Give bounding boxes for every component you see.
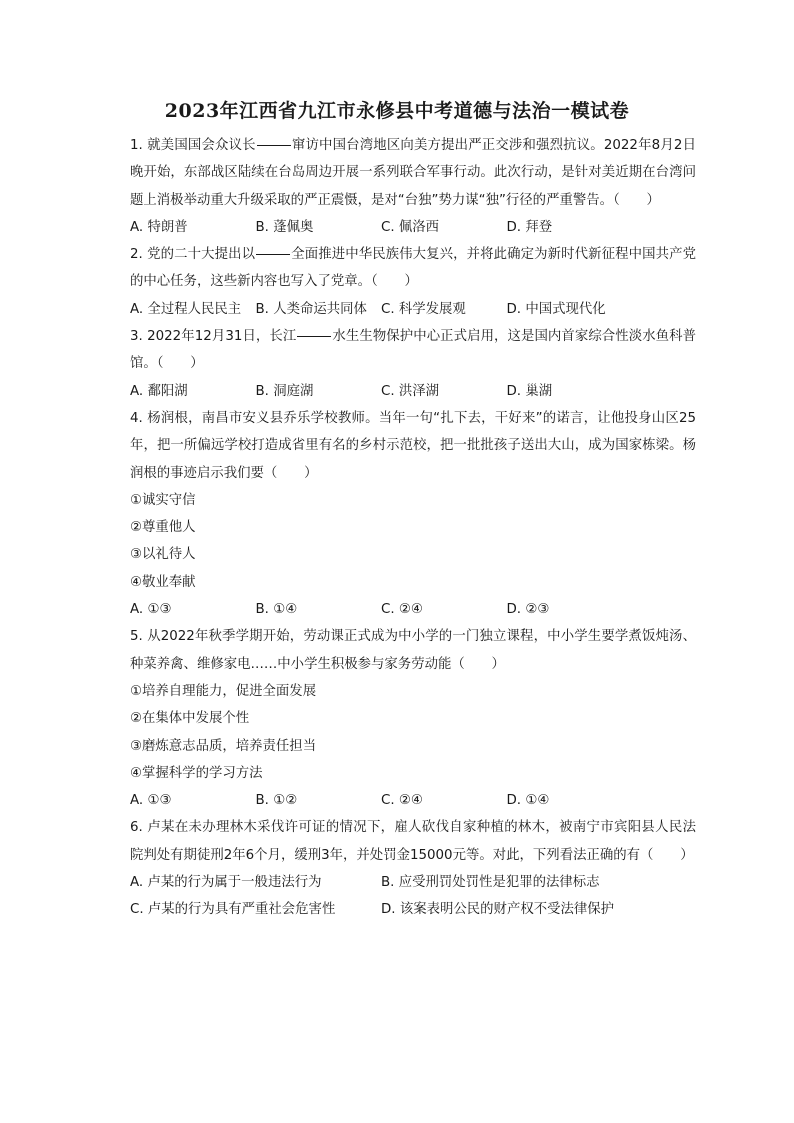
question-1-stem: 1. 就美国国会众议长 窜访中国台湾地区向美方提出严正交涉和强烈抗议。2022年8月2日晚开始，东部战区陆续在台岛周边开展一系列联合军事行动。此次行动，是针对美近期在台湾问题上消极举动重大升级采取的严正震慑，是对“台独”势力谋“独”行径的严重警告。（ ） <box>130 138 696 208</box>
option-b: B. 应受刑罚处罚性是犯罪的法律标志 <box>381 875 600 891</box>
option-c: C. 卢某的行为具有严重社会危害性 <box>130 902 336 918</box>
question-3-options <box>130 378 696 405</box>
option-c: C. 科学发展观 <box>381 301 466 317</box>
option-b: B. 洞庭湖 <box>255 383 314 399</box>
statement-3: ③以礼待人 <box>130 547 196 563</box>
statement-1: ①诚实守信 <box>130 492 196 508</box>
option-a: A. ①③ <box>130 793 172 809</box>
option-d: D. 拜登 <box>506 219 553 235</box>
option-a: A. 全过程人民民主 <box>130 301 242 317</box>
option-c: C. 佩洛西 <box>381 219 440 235</box>
option-a: A. 鄱阳湖 <box>130 383 188 399</box>
option-a: A. 卢某的行为属于一般违法行为 <box>130 875 322 891</box>
question-3-stem: 3. 2022年12月31日，长江 水生生物保护中心正式启用，这是国内首家综合性淡水鱼科普馆。（ ） <box>130 329 696 372</box>
question-4-options <box>130 596 696 623</box>
option-a: A. 特朗普 <box>130 219 188 235</box>
statement-2: ②在集体中发展个性 <box>130 711 250 727</box>
answer-blank <box>297 335 331 337</box>
option-d: D. ②③ <box>506 602 550 618</box>
statement-4: ④掌握科学的学习方法 <box>130 765 263 781</box>
question-6-options-row-2 <box>130 896 696 923</box>
option-d: D. 巢湖 <box>506 383 553 399</box>
option-a: A. ①③ <box>130 602 172 618</box>
question-6-options-row-1 <box>130 869 696 896</box>
question-1-options <box>130 214 696 241</box>
page-title: 2023年江西省九江市永修县中考道德与法治一模试卷 <box>164 100 630 122</box>
option-d: D. 该案表明公民的财产权不受法律保护 <box>381 902 615 918</box>
option-c: C. ②④ <box>381 793 423 809</box>
statement-4: ④敬业奉献 <box>130 574 196 590</box>
option-b: B. ①② <box>255 793 298 809</box>
option-b: B. 人类命运共同体 <box>255 301 367 317</box>
question-6-stem: 6. 卢某在未办理林木采伐许可证的情况下，雇人砍伐自家种植的林木，被南宁市宾阳县人民法院判处有期徒刑2年6个月，缓刑3年，并处罚金15000元等。对此，下列看法正确的有（ ） <box>130 820 696 863</box>
question-2-options <box>130 296 696 323</box>
option-c: C. 洪泽湖 <box>381 383 440 399</box>
question-5-stem: 5. 从2022年秋季学期开始，劳动课正式成为中小学的一门独立课程，中小学生要学煮饭炖汤、种菜养禽、维修家电……中小学生积极参与家务劳动能（ ） <box>130 629 696 672</box>
question-list <box>130 132 696 924</box>
question-2-stem: 2. 党的二十大提出以 全面推进中华民族伟大复兴，并将此确定为新时代新征程中国共产党的中心任务，这些新内容也写入了党章。（ ） <box>130 247 696 290</box>
option-c: C. ②④ <box>381 602 423 618</box>
answer-blank <box>256 253 290 255</box>
option-b: B. ①④ <box>255 602 298 618</box>
answer-blank <box>257 144 291 146</box>
question-5-options <box>130 787 696 814</box>
question-4-stem: 4. 杨润根，南昌市安义县乔乐学校教师。当年一句“扎下去，干好来”的诺言，让他投身山区25年，把一所偏远学校打造成省里有名的乡村示范校，把一批批孩子送出大山，成为国家栋梁。杨润根的事迹启示我们要（ ） <box>130 410 696 481</box>
option-b: B. 蓬佩奥 <box>255 219 314 235</box>
statement-2: ②尊重他人 <box>130 520 196 536</box>
option-d: D. 中国式现代化 <box>506 301 606 317</box>
statement-1: ①培养自理能力，促进全面发展 <box>130 683 317 699</box>
option-d: D. ①④ <box>506 793 550 809</box>
statement-3: ③磨炼意志品质，培养责任担当 <box>130 738 317 754</box>
